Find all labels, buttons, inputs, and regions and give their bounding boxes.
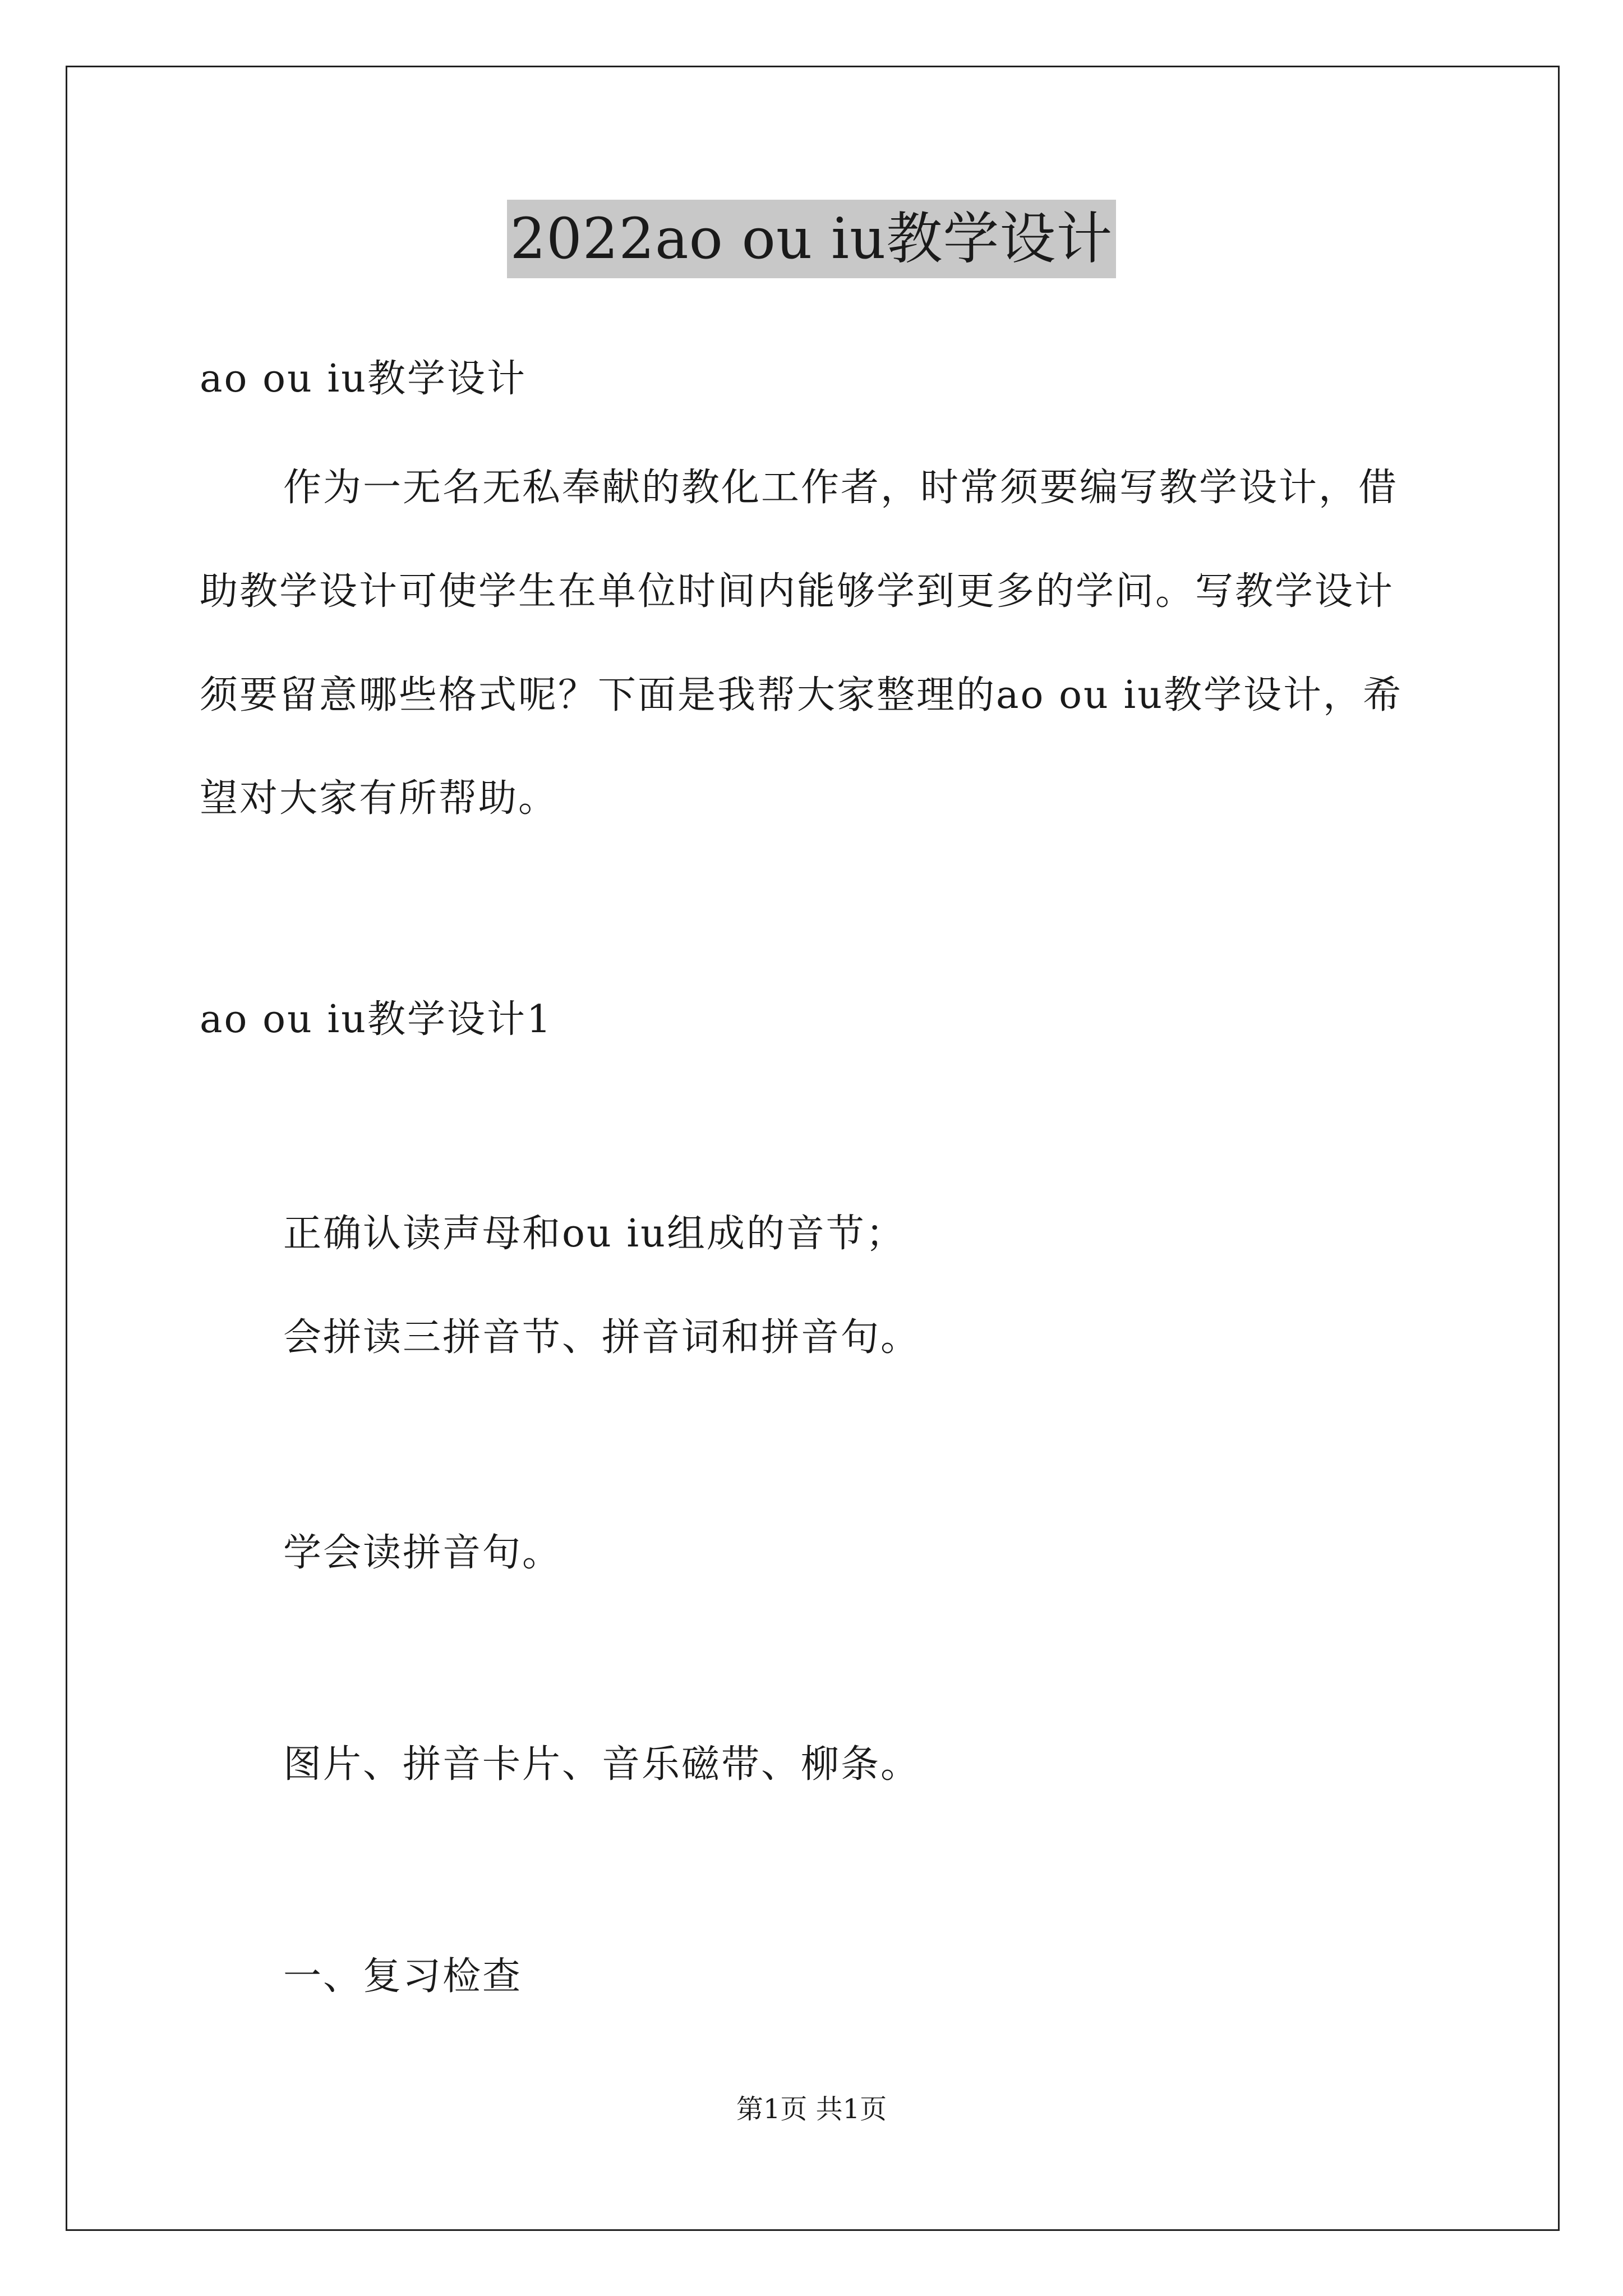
intro-line-3: 须要留意哪些格式呢？下面是我帮大家整理的ao ou iu教学设计，希: [200, 673, 1403, 717]
intro-line-1: 作为一无名无私奉献的教化工作者，时常须要编写教学设计，借: [283, 466, 1399, 510]
section-heading: ao ou iu教学设计1: [200, 997, 553, 1042]
body-line-1: 正确认读声母和ou iu组成的音节；: [283, 1212, 906, 1256]
body-line-2: 会拼读三拼音节、拼音词和拼音句。: [283, 1315, 921, 1360]
body-line-4: 图片、拼音卡片、音乐磁带、柳条。: [283, 1742, 921, 1787]
body-line-5: 一、复习检查: [283, 1954, 523, 1999]
subtitle: ao ou iu教学设计: [200, 357, 527, 401]
intro-line-2: 助教学设计可使学生在单位时间内能够学到更多的学问。写教学设计: [200, 569, 1395, 614]
body-line-3: 学会读拼音句。: [283, 1531, 562, 1575]
document-title: 2022ao ou iu教学设计: [507, 200, 1117, 278]
title-container: [0, 200, 1623, 278]
intro-line-4: 望对大家有所帮助。: [200, 776, 559, 821]
page-footer: 第1页 共1页: [736, 2093, 887, 2125]
